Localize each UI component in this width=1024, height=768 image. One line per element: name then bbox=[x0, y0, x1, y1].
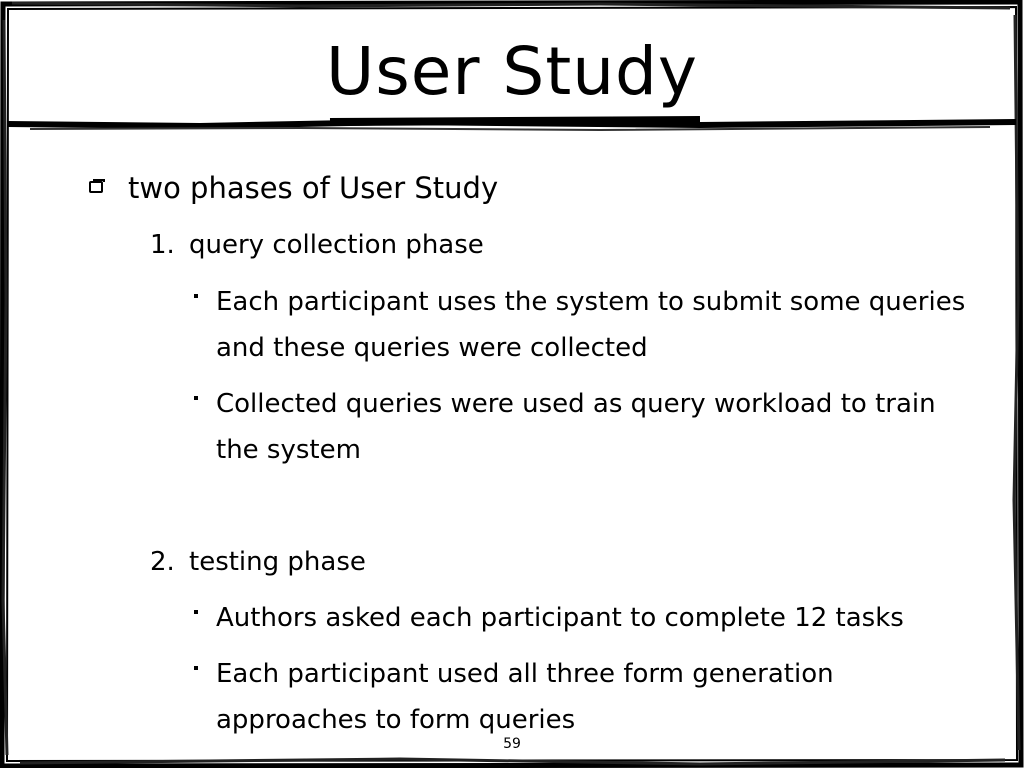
square-bullet-icon bbox=[89, 181, 103, 193]
phase-number: 1. bbox=[150, 230, 175, 260]
main-bullet-text: two phases of User Study bbox=[128, 171, 499, 205]
phase-number: 2. bbox=[150, 547, 175, 577]
phase-label: testing phase bbox=[189, 547, 366, 577]
phase-label: query collection phase bbox=[189, 230, 484, 260]
bullet-dot-icon bbox=[194, 610, 198, 614]
phase-item: Each participant uses the system to submit some queries and these queries were collected bbox=[216, 287, 966, 363]
bullet-dot-icon bbox=[194, 294, 198, 298]
phase-item: Authors asked each participant to complete 12 tasks bbox=[216, 603, 904, 633]
phase-item: Each participant used all three form generation approaches to form queries bbox=[216, 659, 834, 735]
slide-title: User Study bbox=[326, 33, 698, 110]
phase-item: Collected queries were used as query workload to train the system bbox=[216, 389, 936, 465]
page-number: 59 bbox=[503, 736, 521, 752]
bullet-dot-icon bbox=[194, 396, 198, 400]
bullet-dot-icon bbox=[194, 666, 198, 670]
